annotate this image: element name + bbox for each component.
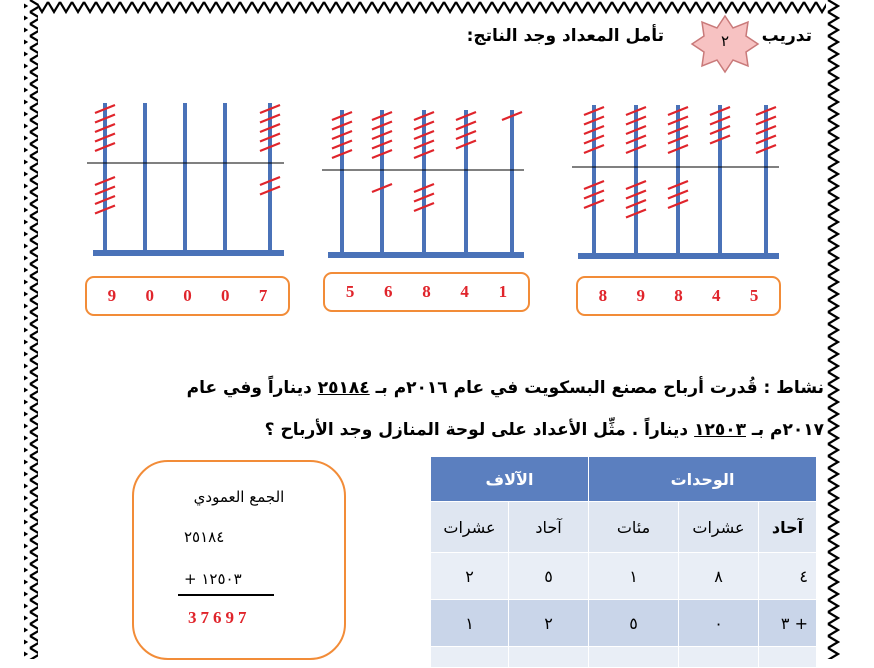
exercise-title-row [466,26,812,50]
digit: 7 [258,286,268,305]
table-cell: ١ [431,600,509,647]
table-cell [589,647,679,668]
table-cell [431,647,509,668]
abacus-right-answer [576,276,781,316]
digit: 6 [384,282,393,301]
table-cell: ٥ [589,600,679,647]
digit: 5 [749,286,759,305]
activity-text: ديناراً . مثِّل الأعداد على لوحة المنازل وجد الأرباح ؟ [264,420,695,440]
digit: 9 [636,286,645,305]
table-cell: ١ [589,553,679,600]
addend-2: ١٢٥٠٣ + [184,570,242,588]
exercise-label: تدريب [761,26,812,46]
header-thousands-ones: آحاد [509,502,589,553]
table-cell [509,647,589,668]
table-cell: ٠ [679,600,759,647]
header-hundreds: مئات [589,502,679,553]
abacus-base [578,253,779,259]
abacus-middle-answer [323,272,530,312]
digit: 5 [345,282,355,301]
digit: 4 [712,286,721,305]
abacus-right [570,95,785,265]
header-ones: آحاد [759,502,817,553]
exercise-instruction: تأمل المعداد وجد الناتج: [466,26,664,46]
vertical-addition-title: الجمع العمودي [193,488,285,506]
table-cell: ٣ + [759,600,817,647]
sum-rule [178,594,274,596]
digit: 9 [107,286,117,305]
digit: 0 [145,286,154,305]
exercise-number: ٢ [720,32,730,50]
header-thousands-tens: عشرات [431,502,509,553]
table-cell [679,647,759,668]
activity-text: ٢٠١٧م بـ [745,420,824,440]
profit-2017: ١٢٥٠٣ [694,420,746,440]
table-cell [759,647,817,668]
table-cell: ٨ [679,553,759,600]
table-cell: ٤ [759,553,817,600]
vertical-addition-box [132,460,346,660]
table-cell: ٥ [509,553,589,600]
sum-result: 37697 [188,608,251,627]
abacus-base [328,252,524,258]
digit: 8 [598,286,608,305]
group-thousands: الآلاف [431,457,589,502]
digit: 8 [422,282,431,301]
activity-line-1 [104,378,824,398]
digit: 0 [221,286,230,305]
table-cell: ٢ [509,600,589,647]
place-value-table [430,456,817,668]
abacus-left [85,95,290,265]
abacus-left-answer [85,276,290,316]
abacus-middle [320,100,530,265]
header-tens: عشرات [679,502,759,553]
digit: 1 [498,282,508,301]
activity-line-2 [104,420,824,440]
digit: 8 [674,286,683,305]
table-cell: ٢ [431,553,509,600]
profit-2016: ٢٥١٨٤ [317,378,370,398]
digit: 4 [460,282,469,301]
group-units: الوحدات [589,457,817,502]
activity-text: نشاط : قُدرت أرباح مصنع البسكويت في عام ٢٠١٦م بـ [369,378,824,398]
abacus-base [93,250,284,256]
activity-text: ديناراً وفي عام [186,378,318,398]
digit: 0 [183,286,192,305]
addend-1: ٢٥١٨٤ [184,528,225,546]
